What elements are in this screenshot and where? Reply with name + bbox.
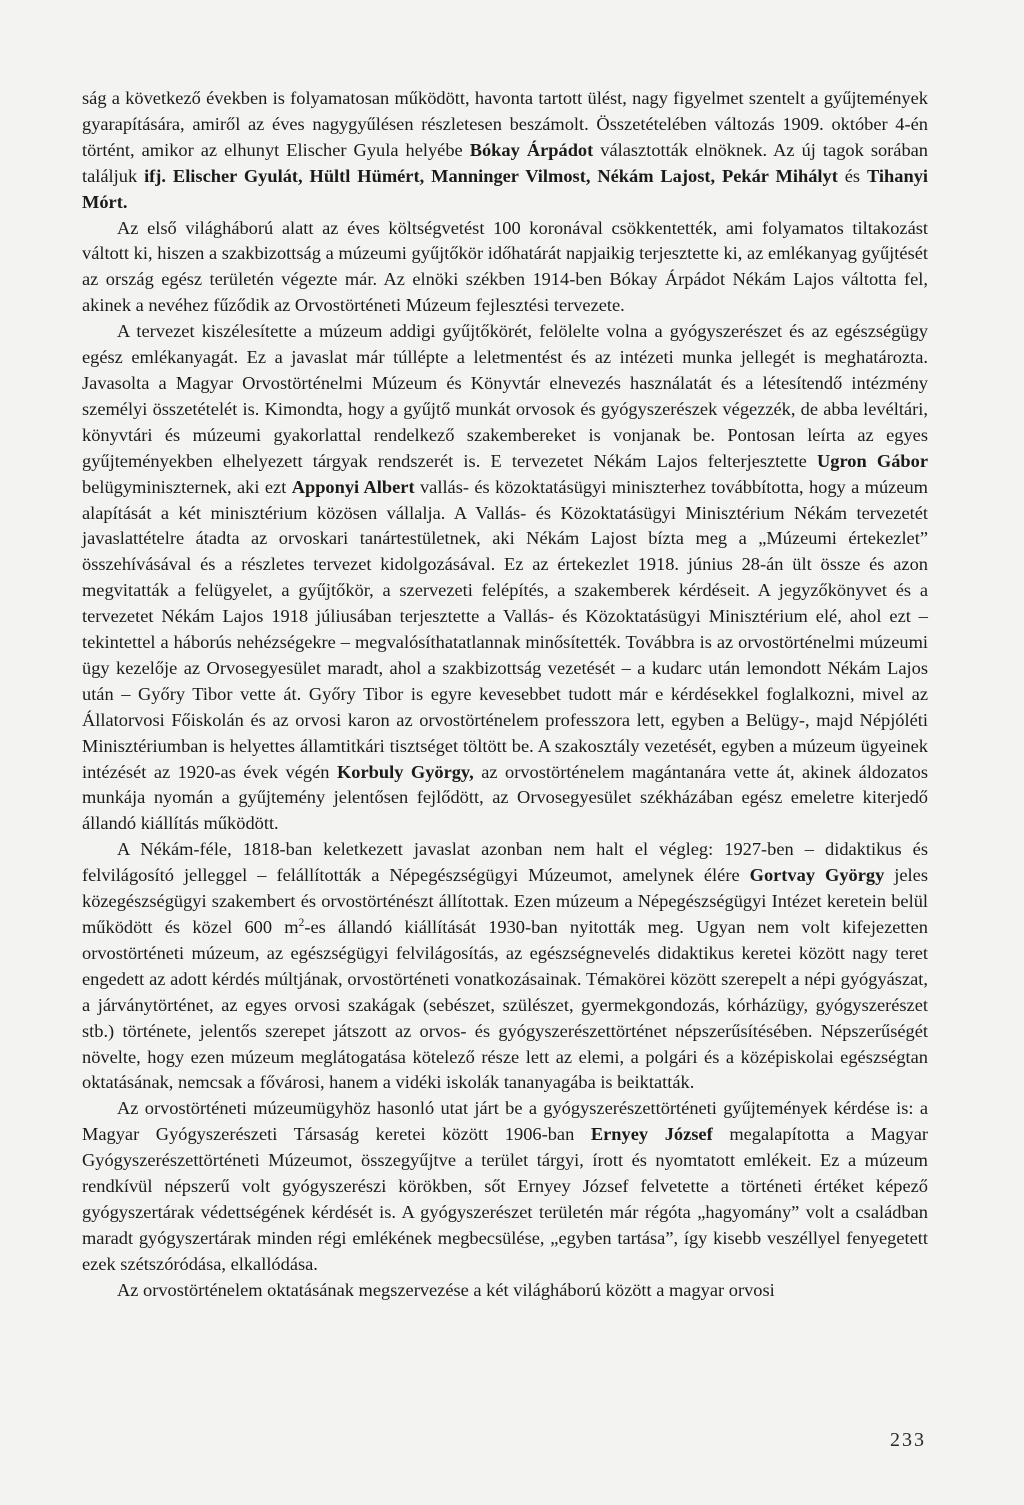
paragraph-6 <box>82 1278 928 1304</box>
bold-name: Bókay Árpádot <box>469 139 594 160</box>
text-run: A tervezet kiszélesítette a múzeum addigi gyűjtőkörét, felölelte volna a gyógyszerészet és az egészségügy egész emlékanyagát. Ez a javaslat már túllépte a leletmentést és az intézeti munka jellegét is meghatározta. Javasolta a Magyar Orvostörténelmi Múzeum és Könyvtár elnevezés használatát és a létesítendő intézmény személyi összetételét is. Kimondta, hogy a gyűjtő munkát orvosok és gyógyszerészek végezzék, de abba levéltári, könyvtári és múzeumi gyakorlattal rendelkező szakembereket is vonjanak be. Pontosan leírta az egyes gyűjteményekben elhelyezett tárgyak rendszerét is. E tervezetet Nékám Lajos felterjesztette <box>82 321 928 471</box>
text-run: belügyminiszternek, aki ezt <box>82 476 292 497</box>
text-run: választották elnöknek. Az új tagok sorában találjuk <box>82 139 929 186</box>
bold-name: ifj. Elischer Gyulát, Hültl Hümért, Manninger Vilmost, Nékám Lajost, Pekár Mihályt <box>144 165 838 186</box>
text-run: Az orvostörténeti múzeumügyhöz hasonló utat járt be a gyógyszerészettörténeti gyűjtemények kérdése is: a Magyar Gyógyszerészeti Társaság keretei között 1906-ban <box>82 1098 928 1145</box>
paragraph-4 <box>82 837 928 1096</box>
paragraph-1 <box>82 86 928 216</box>
text-run: az orvostörténelem magántanára vette át, akinek áldozatos munkája nyomán a gyűjtemény jelentősen fejlődött, az Orvosegyesület székházában egész emeletre kiterjedő állandó kiállítás működött. <box>82 761 928 834</box>
text-run: és <box>837 165 867 186</box>
bold-name: Ernyey József <box>590 1124 713 1145</box>
superscript: 2 <box>298 916 305 929</box>
bold-name: Ugron Gábor <box>817 450 928 471</box>
text-run: A Nékám-féle, 1818-ban keletkezett javaslat azonban nem halt el végleg: 1927-ben – didaktikus és felvilágosító jelleggel – felállították a Népegészségügyi Múzeumot, amelynek élére <box>82 839 928 886</box>
body-text <box>82 86 928 1304</box>
bold-name: Apponyi Albert <box>291 476 415 497</box>
text-run: Az orvostörténelem oktatásának megszervezése a két világháború között a magyar orvosi <box>117 1279 775 1300</box>
text-run: -es állandó kiállítását 1930-ban nyitották meg. Ugyan nem volt kifejezetten orvostörténeti múzeum, az egészségügyi felvilágosítás, az egészségnevelés didaktikus keretei között nagy teret engedett az adott kérdés múltjának, orvostörténeti vonatkozásainak. Témakörei között szerepelt a népi gyógyászat, a járványtörténet, az egyes orvosi szakágak (sebészet, szülészet, gyermekgondozás, kórházügy, gyógyszerészet stb.) története, jelentős szerepet játszott az orvos- és gyógyszerészettörténet népszerűsítésében. Népszerűségét növelte, hogy ezen múzeum meglátogatása kötelező része lett az elemi, a polgári és a középiskolai egészségtan oktatásának, nemcsak a fővárosi, hanem a vidéki iskolák tananyagába is beiktatták. <box>82 917 928 1093</box>
text-run: megalapította a Magyar Gyógyszerészettörténeti Múzeumot, összegyűjtve a terület tárgyi, írott és nyomtatott emlékeit. Ez a múzeum rendkívül népszerű volt gyógyszerészi körökben, sőt Ernyey József felvetette a történeti értéket képező gyógyszertárak védettségének kérdését is. A gyógyszerészet területén már régóta „hagyomány” volt a családban maradt gyógyszertárak minden régi emlékének megbecsülése, „egyben tartása”, így kisebb veszéllyel fenyegetett ezek szétszóródása, elkallódása. <box>82 1124 928 1274</box>
paragraph-3 <box>82 319 928 837</box>
text-run: vallás- és közoktatásügyi miniszterhez továbbította, hogy a múzeum alapítását a két minisztérium közösen vállalja. A Vallás- és Közoktatásügyi Minisztérium Nékám tervezetét javaslattételre átadta az orvoskari tanártestületnek, aki Nékám Lajost bízta meg a „Múzeumi értekezlet” összehívásával és a részletes tervezet kidolgozásával. Ez az értekezlet 1918. június 28-án ült össze és azon megvitatták a felügyelet, a gyűjtőkör, a szervezeti felépítés, a szakemberek kérdéseit. A jegyzőkönyvet és a tervezetet Nékám Lajos 1918 júliusában terjesztette a Vallás- és Közoktatásügyi Minisztérium elé, ahol ezt – tekintettel a háborús nehézségekre – megvalósíthatatlannak minősítették. Továbbra is az orvostörténelmi múzeumi ügy kezelője az Orvosegyesület maradt, ahol a szakbizottság vezetését – a kudarc után lemondott Nékám Lajos után – Győry Tibor vette át. Győry Tibor is egyre kevesebbet tudott már e kérdésekkel foglalkozni, mivel az Állatorvosi Főiskolán és az orvosi karon az orvostörténelem professzora lett, egyben a Belügy-, majd Népjóléti Minisztériumban is helyettes államtitkári tisztséget töltött be. A szakosztály vezetését, egyben a múzeum ügyeinek intézését az 1920-as évek végén <box>82 476 928 782</box>
text-run: Az első világháború alatt az éves költségvetést 100 koronával csökkentették, ami folyamatos tiltakozást váltott ki, hiszen a szakbizottság a múzeumi gyűjtőkör időhatárát napjaikig terjesztette ki, az emlékanyag gyűjtését az ország egész területén végezte már. Az elnöki székben 1914-ben Bókay Árpádot Nékám Lajos váltotta fel, akinek a nevéhez fűződik az Orvostörténeti Múzeum fejlesztési tervezete. <box>82 217 928 316</box>
bold-name: Gortvay György <box>749 865 885 886</box>
bold-name: Korbuly György, <box>336 761 474 782</box>
text-run: ság a következő években is folyamatosan működött, havonta tartott ülést, nagy figyelmet szentelt a gyűjtemények gyarapítására, amiről az éves nagygyűlésen részletesen beszámolt. Összetételében változás 1909. október 4-én történt, amikor az elhunyt Elischer Gyula helyébe <box>82 88 928 160</box>
page-number: 233 <box>890 1429 926 1451</box>
paragraph-5 <box>82 1096 928 1277</box>
paragraph-2 <box>82 216 928 320</box>
text-run: jeles közegészségügyi szakembert és orvostörténészt állítottak. Ezen múzeum a Népegészségügyi Intézet keretein belül működött és közel 600 m <box>82 865 928 937</box>
bold-name: Tihanyi Mórt. <box>82 165 928 212</box>
